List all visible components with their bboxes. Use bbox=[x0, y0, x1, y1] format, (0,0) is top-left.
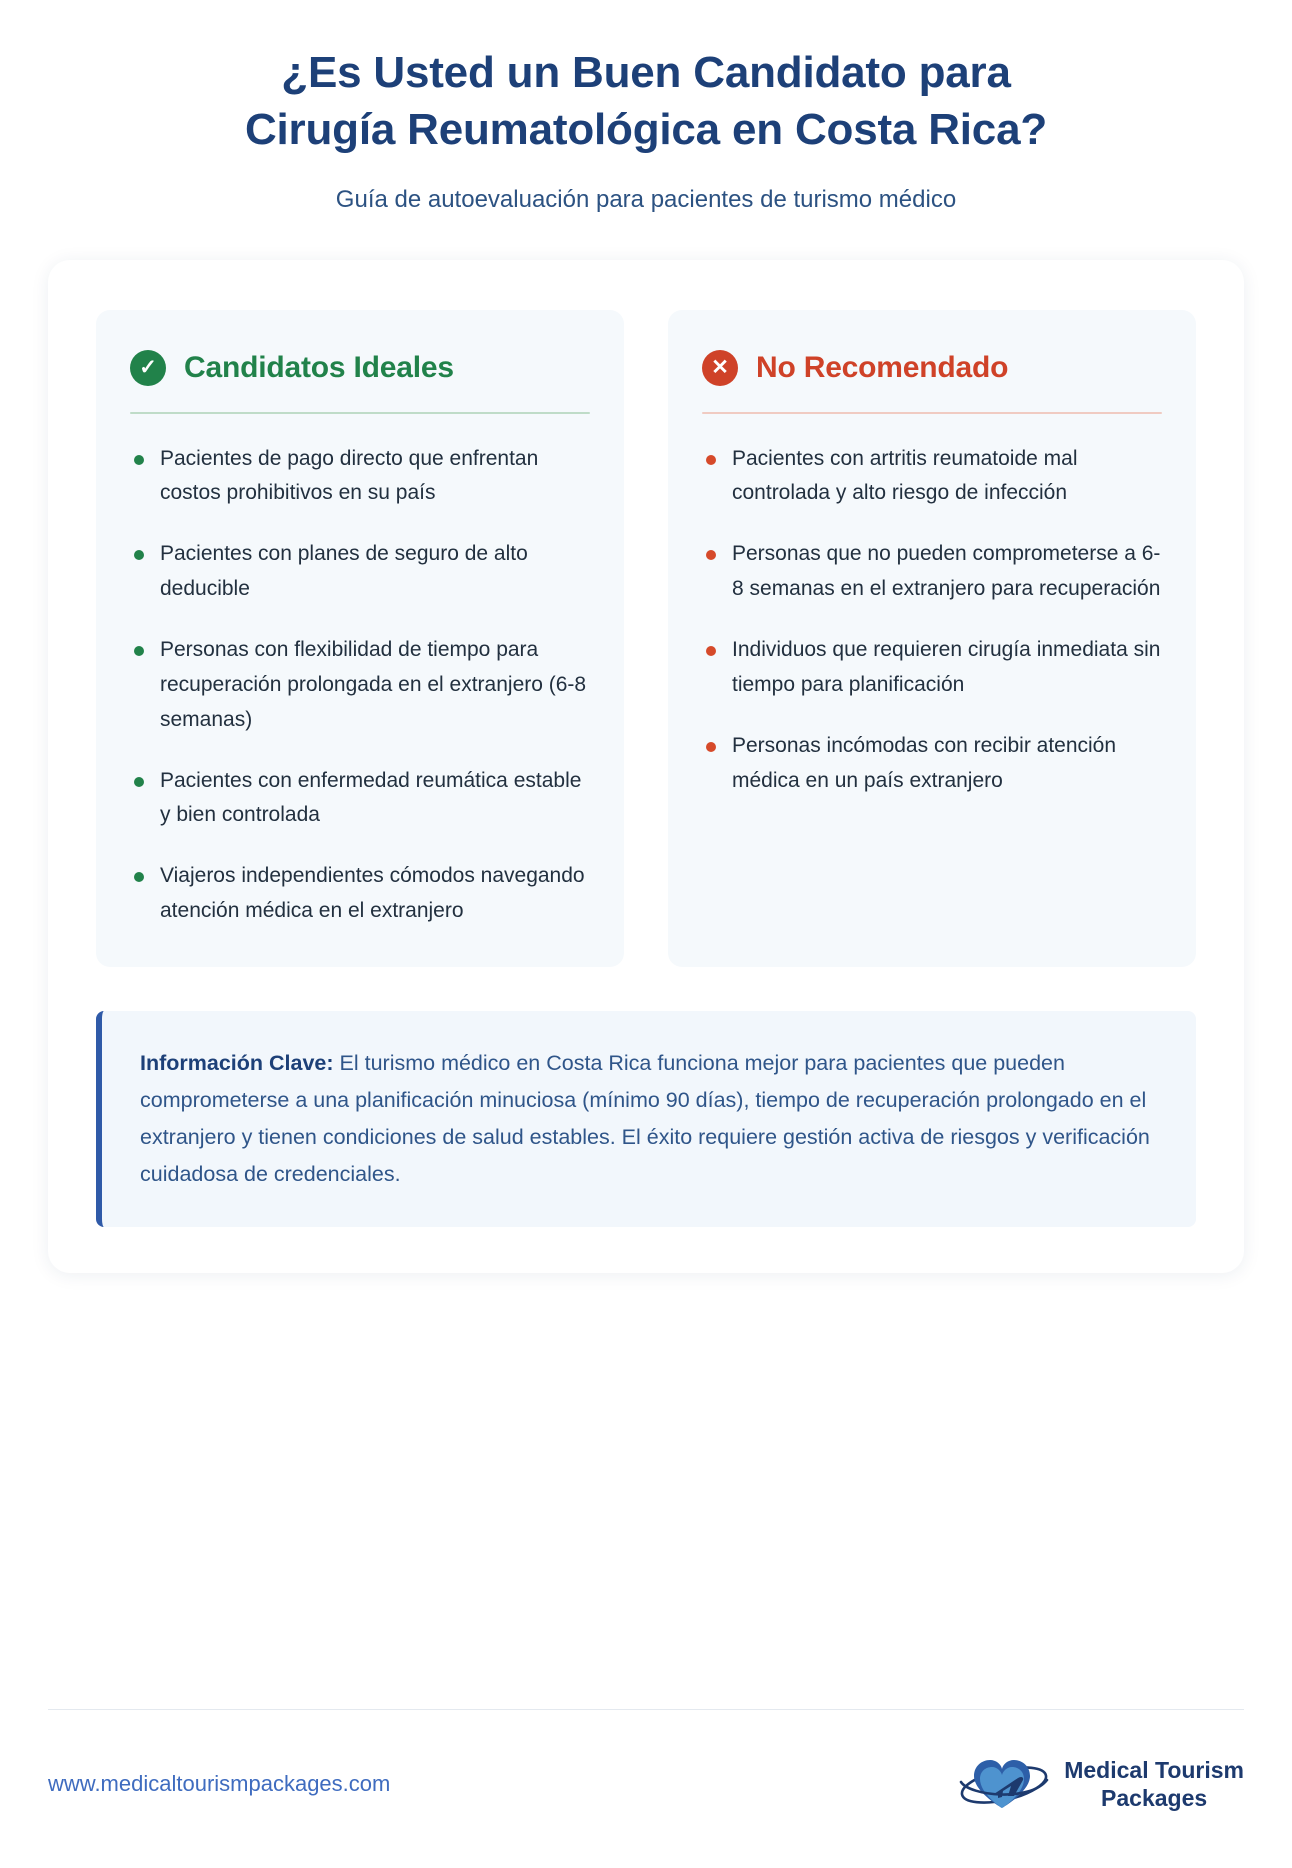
list-item: Pacientes con artritis reumatoide mal controlada y alto riesgo de infección bbox=[702, 442, 1162, 512]
ideal-candidates-list bbox=[130, 442, 590, 929]
list-item: Pacientes con enfermedad reumática estable y bien controlada bbox=[130, 764, 590, 834]
heart-airplane-orbit-logo-icon bbox=[958, 1752, 1050, 1816]
footer-wrapper bbox=[48, 1709, 1244, 1868]
not-recommended-header bbox=[702, 350, 1162, 386]
list-item: Personas incómodas con recibir atención médica en un país extranjero bbox=[702, 729, 1162, 799]
ideal-candidates-panel bbox=[96, 310, 624, 967]
key-information-box bbox=[96, 1011, 1196, 1227]
page-title bbox=[106, 44, 1186, 158]
list-item: Pacientes con planes de seguro de alto deducible bbox=[130, 537, 590, 607]
check-circle-icon: ✓ bbox=[130, 350, 166, 386]
ideal-candidates-header bbox=[130, 350, 590, 386]
ideal-candidates-divider bbox=[130, 412, 590, 414]
list-item: Viajeros independientes cómodos navegando atención médica en el extranjero bbox=[130, 859, 590, 929]
key-information-text bbox=[140, 1045, 1158, 1193]
brand-logo bbox=[958, 1752, 1244, 1816]
ideal-candidates-title: Candidatos Ideales bbox=[184, 350, 454, 384]
list-item: Individuos que requieren cirugía inmediata sin tiempo para planificación bbox=[702, 633, 1162, 703]
x-circle-icon: ✕ bbox=[702, 350, 738, 386]
content-card bbox=[48, 260, 1244, 1273]
brand-name-line-2: Packages bbox=[1101, 1785, 1208, 1811]
footer bbox=[48, 1752, 1244, 1816]
brand-name-line-1: Medical Tourism bbox=[1064, 1756, 1244, 1783]
brand-name bbox=[1064, 1756, 1244, 1812]
page-title-line-2: Cirugía Reumatológica en Costa Rica? bbox=[244, 105, 1048, 155]
not-recommended-divider bbox=[702, 412, 1162, 414]
list-item: Personas con flexibilidad de tiempo para recuperación prolongada en el extranjero (6-8 semanas) bbox=[130, 633, 590, 738]
not-recommended-panel bbox=[668, 310, 1196, 967]
header bbox=[48, 0, 1244, 216]
comparison-columns bbox=[96, 310, 1196, 967]
footer-divider bbox=[48, 1709, 1244, 1710]
key-information-body: El turismo médico en Costa Rica funciona mejor para pacientes que pueden comprometerse a una planificación minuciosa (mínimo 90 días), tiempo de recuperación prolongado en el extranjero y tienen condiciones de salud estables. El éxito requiere gestión activa de riesgos y verificación cuidadosa de credenciales. bbox=[140, 1051, 1150, 1186]
website-url-link[interactable]: www.medicaltourismpackages.com bbox=[48, 1771, 391, 1796]
key-information-label: Información Clave: bbox=[140, 1051, 334, 1076]
not-recommended-list bbox=[702, 442, 1162, 799]
list-item: Personas que no pueden comprometerse a 6-8 semanas en el extranjero para recuperación bbox=[702, 537, 1162, 607]
page-title-line-1: ¿Es Usted un Buen Candidato para bbox=[281, 48, 1011, 97]
list-item: Pacientes de pago directo que enfrentan costos prohibitivos en su país bbox=[130, 442, 590, 512]
page-subtitle: Guía de autoevaluación para pacientes de turismo médico bbox=[335, 186, 957, 214]
not-recommended-title: No Recomendado bbox=[756, 350, 1009, 384]
